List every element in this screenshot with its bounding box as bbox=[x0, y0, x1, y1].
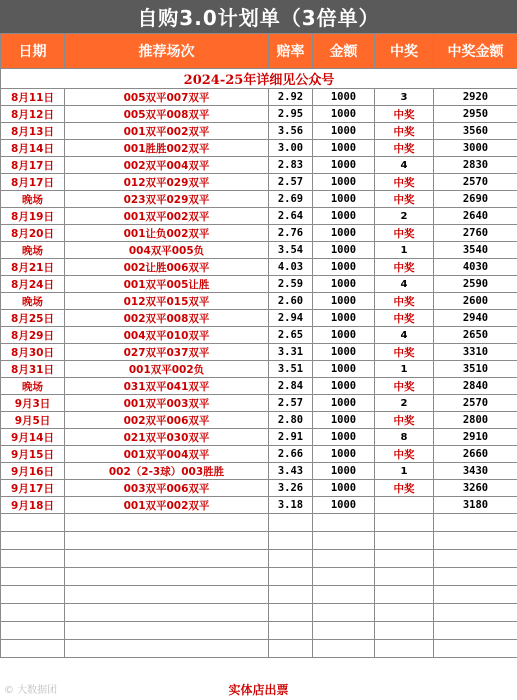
date-cell[interactable]: 晚场 bbox=[1, 242, 65, 259]
amount-cell[interactable]: 1000 bbox=[313, 89, 375, 106]
empty-cell[interactable] bbox=[375, 622, 434, 640]
prize-cell[interactable]: 3 bbox=[375, 89, 434, 106]
header-match[interactable]: 推荐场次 bbox=[65, 34, 269, 69]
table-row[interactable] bbox=[1, 276, 517, 293]
odds-cell[interactable]: 3.54 bbox=[269, 242, 313, 259]
date-cell[interactable]: 8月11日 bbox=[1, 89, 65, 106]
win-amount-cell[interactable]: 2650 bbox=[434, 327, 517, 344]
win-amount-cell[interactable]: 2640 bbox=[434, 208, 517, 225]
table-row[interactable] bbox=[1, 327, 517, 344]
win-amount-cell[interactable]: 2600 bbox=[434, 293, 517, 310]
empty-cell[interactable] bbox=[65, 622, 269, 640]
prize-cell[interactable]: 4 bbox=[375, 276, 434, 293]
empty-cell[interactable] bbox=[313, 604, 375, 622]
empty-row[interactable] bbox=[1, 550, 517, 568]
prize-cell[interactable]: 中奖 bbox=[375, 191, 434, 208]
amount-cell[interactable]: 1000 bbox=[313, 259, 375, 276]
amount-cell[interactable]: 1000 bbox=[313, 395, 375, 412]
prize-cell[interactable]: 中奖 bbox=[375, 344, 434, 361]
table-row[interactable] bbox=[1, 412, 517, 429]
date-cell[interactable]: 9月3日 bbox=[1, 395, 65, 412]
table-row[interactable] bbox=[1, 429, 517, 446]
empty-cell[interactable] bbox=[375, 586, 434, 604]
odds-cell[interactable]: 2.69 bbox=[269, 191, 313, 208]
date-cell[interactable]: 8月20日 bbox=[1, 225, 65, 242]
empty-cell[interactable] bbox=[269, 514, 313, 532]
prize-cell[interactable]: 1 bbox=[375, 463, 434, 480]
date-cell[interactable]: 8月25日 bbox=[1, 310, 65, 327]
date-cell[interactable]: 8月30日 bbox=[1, 344, 65, 361]
table-row[interactable] bbox=[1, 208, 517, 225]
empty-cell[interactable] bbox=[313, 532, 375, 550]
match-cell[interactable]: 012双平015双平 bbox=[65, 293, 269, 310]
win-amount-cell[interactable]: 2840 bbox=[434, 378, 517, 395]
date-cell[interactable]: 8月21日 bbox=[1, 259, 65, 276]
plan-table bbox=[0, 33, 517, 658]
odds-cell[interactable]: 2.94 bbox=[269, 310, 313, 327]
empty-cell[interactable] bbox=[434, 640, 517, 658]
empty-cell[interactable] bbox=[1, 622, 65, 640]
table-row[interactable] bbox=[1, 191, 517, 208]
date-cell[interactable]: 9月17日 bbox=[1, 480, 65, 497]
amount-cell[interactable]: 1000 bbox=[313, 225, 375, 242]
win-amount-cell[interactable]: 2920 bbox=[434, 89, 517, 106]
date-cell[interactable]: 8月14日 bbox=[1, 140, 65, 157]
win-amount-cell[interactable]: 2690 bbox=[434, 191, 517, 208]
empty-cell[interactable] bbox=[434, 586, 517, 604]
empty-cell[interactable] bbox=[375, 640, 434, 658]
odds-cell[interactable]: 2.84 bbox=[269, 378, 313, 395]
prize-cell[interactable]: 4 bbox=[375, 327, 434, 344]
header-row bbox=[1, 34, 517, 69]
win-amount-cell[interactable]: 2570 bbox=[434, 395, 517, 412]
odds-cell[interactable]: 3.18 bbox=[269, 497, 313, 514]
sheet-title: 自购3.0计划单（3倍单） bbox=[0, 0, 517, 33]
prize-cell[interactable]: 中奖 bbox=[375, 140, 434, 157]
amount-cell[interactable]: 1000 bbox=[313, 327, 375, 344]
empty-row[interactable] bbox=[1, 532, 517, 550]
win-amount-cell[interactable]: 2570 bbox=[434, 174, 517, 191]
empty-cell[interactable] bbox=[1, 514, 65, 532]
prize-cell[interactable] bbox=[375, 497, 434, 514]
amount-cell[interactable]: 1000 bbox=[313, 208, 375, 225]
empty-cell[interactable] bbox=[375, 514, 434, 532]
win-amount-cell[interactable]: 3560 bbox=[434, 123, 517, 140]
win-amount-cell[interactable]: 2760 bbox=[434, 225, 517, 242]
empty-cell[interactable] bbox=[313, 514, 375, 532]
header-date[interactable]: 日期 bbox=[1, 34, 65, 69]
prize-cell[interactable]: 中奖 bbox=[375, 412, 434, 429]
empty-cell[interactable] bbox=[65, 532, 269, 550]
prize-cell[interactable]: 中奖 bbox=[375, 378, 434, 395]
empty-cell[interactable] bbox=[434, 514, 517, 532]
win-amount-cell[interactable]: 4030 bbox=[434, 259, 517, 276]
header-prize[interactable]: 中奖 bbox=[375, 34, 434, 69]
match-cell[interactable]: 002（2-3球）003胜胜 bbox=[65, 463, 269, 480]
empty-row[interactable] bbox=[1, 514, 517, 532]
empty-row[interactable] bbox=[1, 568, 517, 586]
date-cell[interactable]: 9月16日 bbox=[1, 463, 65, 480]
match-cell[interactable]: 001双平002双平 bbox=[65, 123, 269, 140]
win-amount-cell[interactable]: 3000 bbox=[434, 140, 517, 157]
odds-cell[interactable]: 3.51 bbox=[269, 361, 313, 378]
empty-cell[interactable] bbox=[313, 568, 375, 586]
odds-cell[interactable]: 2.91 bbox=[269, 429, 313, 446]
match-cell[interactable]: 023双平029双平 bbox=[65, 191, 269, 208]
amount-cell[interactable]: 1000 bbox=[313, 123, 375, 140]
amount-cell[interactable]: 1000 bbox=[313, 497, 375, 514]
empty-row[interactable] bbox=[1, 622, 517, 640]
odds-cell[interactable]: 2.76 bbox=[269, 225, 313, 242]
empty-cell[interactable] bbox=[269, 622, 313, 640]
empty-cell[interactable] bbox=[375, 532, 434, 550]
match-cell[interactable]: 001双平002负 bbox=[65, 361, 269, 378]
empty-cell[interactable] bbox=[269, 532, 313, 550]
match-cell[interactable]: 001双平003双平 bbox=[65, 395, 269, 412]
prize-cell[interactable]: 中奖 bbox=[375, 480, 434, 497]
date-cell[interactable]: 9月15日 bbox=[1, 446, 65, 463]
table-row[interactable] bbox=[1, 225, 517, 242]
match-cell[interactable]: 003双平006双平 bbox=[65, 480, 269, 497]
prize-cell[interactable]: 2 bbox=[375, 395, 434, 412]
win-amount-cell[interactable]: 2940 bbox=[434, 310, 517, 327]
table-row[interactable] bbox=[1, 395, 517, 412]
empty-cell[interactable] bbox=[434, 568, 517, 586]
empty-cell[interactable] bbox=[269, 604, 313, 622]
empty-cell[interactable] bbox=[313, 550, 375, 568]
subtitle: 2024-25年详细见公众号 bbox=[1, 69, 517, 89]
empty-cell[interactable] bbox=[1, 640, 65, 658]
match-cell[interactable]: 002双平008双平 bbox=[65, 310, 269, 327]
amount-cell[interactable]: 1000 bbox=[313, 106, 375, 123]
prize-cell[interactable]: 2 bbox=[375, 208, 434, 225]
odds-cell[interactable]: 2.65 bbox=[269, 327, 313, 344]
prize-cell[interactable]: 8 bbox=[375, 429, 434, 446]
table-row[interactable] bbox=[1, 293, 517, 310]
amount-cell[interactable]: 1000 bbox=[313, 361, 375, 378]
odds-cell[interactable]: 2.95 bbox=[269, 106, 313, 123]
table-row[interactable] bbox=[1, 259, 517, 276]
match-cell[interactable]: 001双平004双平 bbox=[65, 446, 269, 463]
amount-cell[interactable]: 1000 bbox=[313, 310, 375, 327]
prize-cell[interactable]: 4 bbox=[375, 157, 434, 174]
empty-cell[interactable] bbox=[1, 550, 65, 568]
table-row[interactable] bbox=[1, 463, 517, 480]
empty-row[interactable] bbox=[1, 586, 517, 604]
amount-cell[interactable]: 1000 bbox=[313, 412, 375, 429]
empty-cell[interactable] bbox=[65, 640, 269, 658]
match-cell[interactable]: 002双平006双平 bbox=[65, 412, 269, 429]
date-cell[interactable]: 8月17日 bbox=[1, 157, 65, 174]
prize-cell[interactable]: 中奖 bbox=[375, 446, 434, 463]
amount-cell[interactable]: 1000 bbox=[313, 191, 375, 208]
empty-cell[interactable] bbox=[434, 550, 517, 568]
amount-cell[interactable]: 1000 bbox=[313, 480, 375, 497]
win-amount-cell[interactable]: 2950 bbox=[434, 106, 517, 123]
amount-cell[interactable]: 1000 bbox=[313, 140, 375, 157]
table-row[interactable] bbox=[1, 497, 517, 514]
odds-cell[interactable]: 2.66 bbox=[269, 446, 313, 463]
match-cell[interactable]: 001胜胜002双平 bbox=[65, 140, 269, 157]
date-cell[interactable]: 8月17日 bbox=[1, 174, 65, 191]
prize-cell[interactable]: 中奖 bbox=[375, 174, 434, 191]
subtitle-row bbox=[1, 69, 517, 89]
empty-cell[interactable] bbox=[375, 604, 434, 622]
header-win-amount[interactable]: 中奖金额 bbox=[434, 34, 517, 69]
date-cell[interactable]: 8月24日 bbox=[1, 276, 65, 293]
odds-cell[interactable]: 3.56 bbox=[269, 123, 313, 140]
empty-cell[interactable] bbox=[1, 532, 65, 550]
amount-cell[interactable]: 1000 bbox=[313, 276, 375, 293]
match-cell[interactable]: 004双平005负 bbox=[65, 242, 269, 259]
empty-cell[interactable] bbox=[375, 550, 434, 568]
date-cell[interactable]: 8月29日 bbox=[1, 327, 65, 344]
empty-cell[interactable] bbox=[65, 568, 269, 586]
table-row[interactable] bbox=[1, 446, 517, 463]
odds-cell[interactable]: 2.83 bbox=[269, 157, 313, 174]
match-cell[interactable]: 002双平004双平 bbox=[65, 157, 269, 174]
prize-cell[interactable]: 中奖 bbox=[375, 310, 434, 327]
empty-cell[interactable] bbox=[434, 622, 517, 640]
empty-cell[interactable] bbox=[434, 532, 517, 550]
empty-cell[interactable] bbox=[375, 568, 434, 586]
empty-row[interactable] bbox=[1, 604, 517, 622]
match-cell[interactable]: 005双平007双平 bbox=[65, 89, 269, 106]
table-row[interactable] bbox=[1, 140, 517, 157]
empty-cell[interactable] bbox=[65, 550, 269, 568]
prize-cell[interactable]: 1 bbox=[375, 361, 434, 378]
win-amount-cell[interactable]: 3260 bbox=[434, 480, 517, 497]
odds-cell[interactable]: 3.43 bbox=[269, 463, 313, 480]
odds-cell[interactable]: 3.31 bbox=[269, 344, 313, 361]
odds-cell[interactable]: 3.00 bbox=[269, 140, 313, 157]
amount-cell[interactable]: 1000 bbox=[313, 157, 375, 174]
amount-cell[interactable]: 1000 bbox=[313, 293, 375, 310]
empty-cell[interactable] bbox=[1, 568, 65, 586]
date-cell[interactable]: 晚场 bbox=[1, 191, 65, 208]
empty-cell[interactable] bbox=[65, 604, 269, 622]
match-cell[interactable]: 012双平029双平 bbox=[65, 174, 269, 191]
odds-cell[interactable]: 2.59 bbox=[269, 276, 313, 293]
prize-cell[interactable]: 中奖 bbox=[375, 123, 434, 140]
odds-cell[interactable]: 3.26 bbox=[269, 480, 313, 497]
empty-cell[interactable] bbox=[313, 622, 375, 640]
empty-cell[interactable] bbox=[269, 568, 313, 586]
match-cell[interactable]: 027双平037双平 bbox=[65, 344, 269, 361]
empty-cell[interactable] bbox=[434, 604, 517, 622]
empty-row[interactable] bbox=[1, 640, 517, 658]
win-amount-cell[interactable]: 2660 bbox=[434, 446, 517, 463]
match-cell[interactable]: 005双平008双平 bbox=[65, 106, 269, 123]
prize-cell[interactable]: 中奖 bbox=[375, 259, 434, 276]
date-cell[interactable]: 9月5日 bbox=[1, 412, 65, 429]
win-amount-cell[interactable]: 2910 bbox=[434, 429, 517, 446]
match-cell[interactable]: 001双平002双平 bbox=[65, 208, 269, 225]
table-row[interactable] bbox=[1, 310, 517, 327]
match-cell[interactable]: 004双平010双平 bbox=[65, 327, 269, 344]
prize-cell[interactable]: 中奖 bbox=[375, 225, 434, 242]
header-odds[interactable]: 赔率 bbox=[269, 34, 313, 69]
empty-cell[interactable] bbox=[313, 586, 375, 604]
win-amount-cell[interactable]: 2590 bbox=[434, 276, 517, 293]
amount-cell[interactable]: 1000 bbox=[313, 174, 375, 191]
amount-cell[interactable]: 1000 bbox=[313, 446, 375, 463]
table-row[interactable] bbox=[1, 157, 517, 174]
footer-note: 实体店出票 bbox=[228, 683, 289, 697]
odds-cell[interactable]: 2.57 bbox=[269, 174, 313, 191]
empty-cell[interactable] bbox=[65, 586, 269, 604]
date-cell[interactable]: 8月13日 bbox=[1, 123, 65, 140]
win-amount-cell[interactable]: 2800 bbox=[434, 412, 517, 429]
amount-cell[interactable]: 1000 bbox=[313, 429, 375, 446]
date-cell[interactable]: 晚场 bbox=[1, 293, 65, 310]
prize-cell[interactable]: 中奖 bbox=[375, 293, 434, 310]
amount-cell[interactable]: 1000 bbox=[313, 378, 375, 395]
date-cell[interactable]: 8月12日 bbox=[1, 106, 65, 123]
odds-cell[interactable]: 4.03 bbox=[269, 259, 313, 276]
prize-cell[interactable]: 中奖 bbox=[375, 106, 434, 123]
amount-cell[interactable]: 1000 bbox=[313, 242, 375, 259]
win-amount-cell[interactable]: 2830 bbox=[434, 157, 517, 174]
amount-cell[interactable]: 1000 bbox=[313, 463, 375, 480]
date-cell[interactable]: 9月18日 bbox=[1, 497, 65, 514]
odds-cell[interactable]: 2.92 bbox=[269, 89, 313, 106]
date-cell[interactable]: 8月19日 bbox=[1, 208, 65, 225]
empty-cell[interactable] bbox=[313, 640, 375, 658]
date-cell[interactable]: 9月14日 bbox=[1, 429, 65, 446]
prize-cell[interactable]: 1 bbox=[375, 242, 434, 259]
win-amount-cell[interactable]: 3310 bbox=[434, 344, 517, 361]
amount-cell[interactable]: 1000 bbox=[313, 344, 375, 361]
odds-cell[interactable]: 2.64 bbox=[269, 208, 313, 225]
table-row[interactable] bbox=[1, 106, 517, 123]
table-row[interactable] bbox=[1, 480, 517, 497]
odds-cell[interactable]: 2.57 bbox=[269, 395, 313, 412]
empty-cell[interactable] bbox=[65, 514, 269, 532]
table-row[interactable] bbox=[1, 123, 517, 140]
win-amount-cell[interactable]: 3510 bbox=[434, 361, 517, 378]
empty-cell[interactable] bbox=[269, 550, 313, 568]
match-cell[interactable]: 001让负002双平 bbox=[65, 225, 269, 242]
match-cell[interactable]: 031双平041双平 bbox=[65, 378, 269, 395]
odds-cell[interactable]: 2.60 bbox=[269, 293, 313, 310]
match-cell[interactable]: 002让胜006双平 bbox=[65, 259, 269, 276]
win-amount-cell[interactable]: 3540 bbox=[434, 242, 517, 259]
table-row[interactable] bbox=[1, 242, 517, 259]
table-row[interactable] bbox=[1, 378, 517, 395]
date-cell[interactable]: 8月31日 bbox=[1, 361, 65, 378]
match-cell[interactable]: 001双平005让胜 bbox=[65, 276, 269, 293]
empty-cell[interactable] bbox=[269, 640, 313, 658]
empty-cell[interactable] bbox=[269, 586, 313, 604]
table-row[interactable] bbox=[1, 344, 517, 361]
empty-cell[interactable] bbox=[1, 604, 65, 622]
odds-cell[interactable]: 2.80 bbox=[269, 412, 313, 429]
match-cell[interactable]: 021双平030双平 bbox=[65, 429, 269, 446]
empty-cell[interactable] bbox=[1, 586, 65, 604]
header-amount[interactable]: 金额 bbox=[313, 34, 375, 69]
win-amount-cell[interactable]: 3430 bbox=[434, 463, 517, 480]
table-row[interactable] bbox=[1, 174, 517, 191]
match-cell[interactable]: 001双平002双平 bbox=[65, 497, 269, 514]
table-row[interactable] bbox=[1, 361, 517, 378]
win-amount-cell[interactable]: 3180 bbox=[434, 497, 517, 514]
watermark: © 大数据团 bbox=[4, 685, 58, 696]
table-row[interactable] bbox=[1, 89, 517, 106]
date-cell[interactable]: 晚场 bbox=[1, 378, 65, 395]
